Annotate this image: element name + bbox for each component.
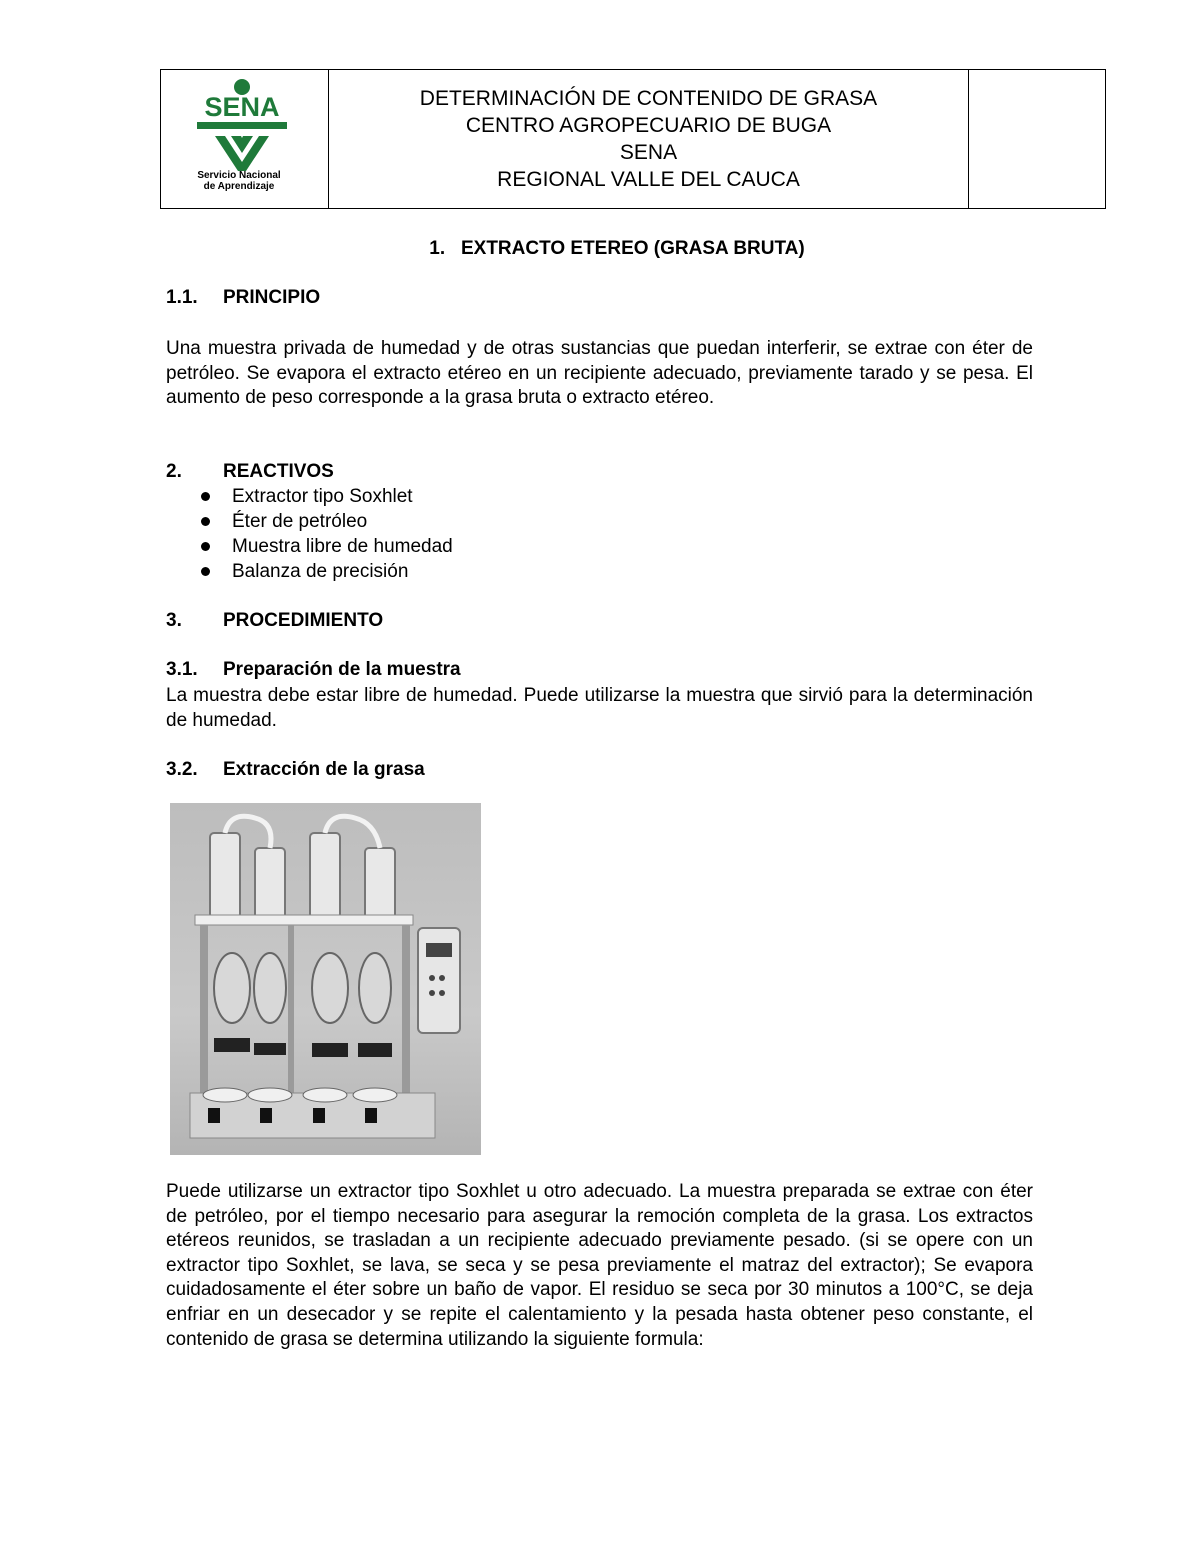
list-item: [166, 559, 453, 584]
header-title-line-1: DETERMINACIÓN DE CONTENIDO DE GRASA: [419, 87, 878, 110]
section-2-title: REACTIVOS: [223, 461, 334, 482]
section-1-1-heading: [166, 287, 320, 309]
list-item: [166, 509, 453, 534]
section-3-1-number: 3.1.: [166, 659, 198, 680]
document-header: [160, 69, 1106, 209]
principio-paragraph: Una muestra privada de humedad y de otras sustancias que puedan interferir, se extrae con éter de petróleo. Se evapora el extracto etéreo en un recipiente adecuado, previamente tarado y se pesa. El aumento de peso corresponde a la grasa bruta o extracto etéreo.: [166, 338, 1033, 409]
section-2-heading: [166, 461, 334, 483]
section-1-number: 1.: [429, 238, 446, 259]
bullet-icon: [201, 492, 210, 501]
section-3-1-heading: [166, 659, 461, 681]
section-3-1-title: Preparación de la muestra: [223, 659, 461, 680]
extraccion-paragraph: Puede utilizarse un extractor tipo Soxhlet u otro adecuado. La muestra preparada se extrae con éter de petróleo, por el tiempo necesario para asegurar la remoción completa de la grasa. Los extractos etéreos reunidos, se trasladan a un recipiente adecuado previamente pesado. (si se opere con un extractor tipo Soxhlet, se lava, se seca y se pesa previamente el matraz del extractor); Se evapora cuidadosamente el éter sobre un baño de vapor. El residuo se seca por 30 minutos a 100°C, se deja enfriar en un desecador y se repite el calentamiento y la pesada hasta obtener peso constante, el contenido de grasa se determina utilizando la siguiente formula:: [166, 1181, 1033, 1350]
header-title-line-4: REGIONAL VALLE DEL CAUCA: [497, 168, 800, 191]
list-item: [166, 484, 453, 509]
soxhlet-extractor-photo: [170, 803, 481, 1155]
list-item: [166, 534, 453, 559]
section-3-2-title: Extracción de la grasa: [223, 759, 425, 780]
svg-text:SENA: SENA: [204, 92, 280, 122]
section-3-2-heading: [166, 759, 425, 781]
soxhlet-apparatus-illustration: [170, 803, 481, 1155]
list-item-text: Extractor tipo Soxhlet: [232, 486, 413, 507]
logo-subtitle: [189, 170, 289, 192]
logo-subtitle-line-1: Servicio Nacional: [197, 170, 281, 181]
bullet-icon: [201, 542, 210, 551]
logo-cell: [161, 70, 329, 208]
header-title-cell: [329, 70, 969, 208]
list-item-text: Éter de petróleo: [232, 511, 368, 532]
logo-subtitle-line-2: de Aprendizaje: [203, 181, 275, 192]
section-2-number: 2.: [166, 461, 182, 482]
bullet-icon: [201, 567, 210, 576]
list-item-text: Balanza de precisión: [232, 561, 409, 582]
section-3-heading: [166, 610, 383, 632]
section-1-title: EXTRACTO ETEREO (GRASA BRUTA): [460, 238, 805, 259]
section-1-1-number: 1.1.: [166, 287, 198, 308]
preparacion-paragraph: La muestra debe estar libre de humedad. Puede utilizarse la muestra que sirvió para la determinación de humedad.: [166, 685, 1033, 731]
reactivos-list: [166, 484, 453, 584]
section-3-title: PROCEDIMIENTO: [223, 610, 384, 631]
header-title-line-3: SENA: [619, 141, 678, 164]
header-blank-cell: [969, 70, 1105, 208]
section-3-2-number: 3.2.: [166, 759, 198, 780]
list-item-text: Muestra libre de humedad: [232, 536, 453, 557]
header-title-line-2: CENTRO AGROPECUARIO DE BUGA: [465, 114, 832, 137]
sena-logo: [191, 76, 295, 172]
section-1-1-title: PRINCIPIO: [223, 287, 321, 308]
bullet-icon: [201, 517, 210, 526]
section-3-number: 3.: [166, 610, 182, 631]
section-1-heading: [0, 238, 1200, 260]
